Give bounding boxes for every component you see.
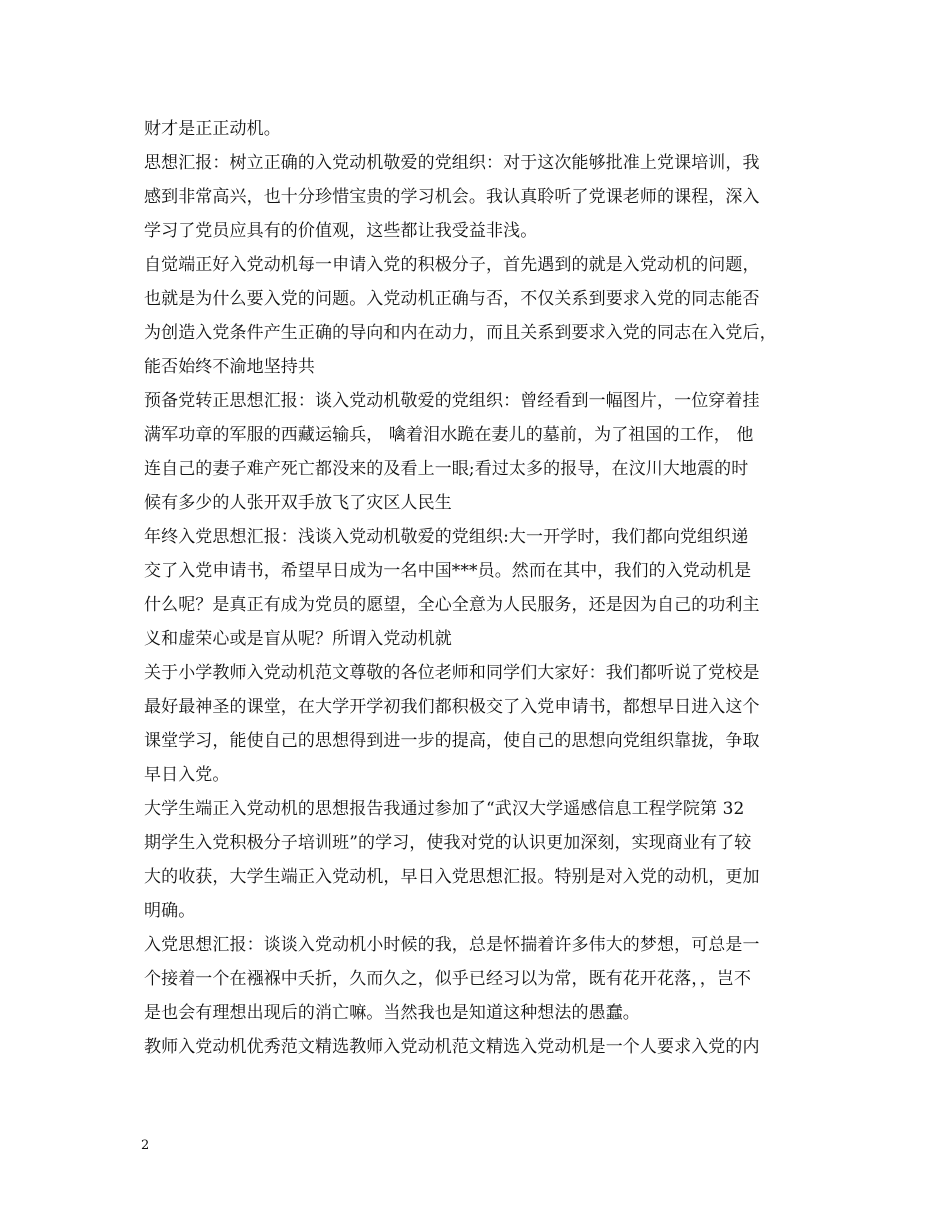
text-line: 年终入党思想汇报：浅谈入党动机敬爱的党组织:大一开学时，我们都向党组织递 — [144, 527, 749, 547]
text-line: 最好最神圣的课堂，在大学开学初我们都积极交了入党申请书，都想早日进入这个 — [144, 697, 760, 717]
text-line: 满军功章的军服的西藏运输兵， 噙着泪水跪在妻儿的墓前，为了祖国的工作， 他 — [144, 425, 754, 445]
text-line: 也就是为什么要入党的问题。入党动机正确与否，不仅关系到要求入党的同志能否 — [144, 289, 760, 309]
text-line: 大学生端正入党动机的思想报告我通过参加了“武汉大学遥感信息工程学院第 32 — [144, 799, 745, 819]
text-line: 什么呢？是真正有成为党员的愿望，全心全意为人民服务，还是因为自己的功利主 — [144, 595, 760, 615]
text-line: 能否始终不渝地坚持共 — [144, 357, 315, 377]
text-line: 明确。 — [144, 901, 196, 921]
text-line: 早日入党。 — [144, 765, 230, 785]
text-line: 连自己的妻子难产死亡都没来的及看上一眼;看过太多的报导，在汶川大地震的时 — [144, 459, 749, 479]
text-line: 个接着一个在襁褓中夭折，久而久之，似乎已经习以为常，既有花开花落，，岂不 — [144, 969, 752, 989]
page-number: 2 — [141, 1138, 150, 1153]
text-line: 感到非常高兴，也十分珍惜宝贵的学习机会。我认真聆听了党课老师的课程，深入 — [144, 187, 760, 207]
text-line: 教师入党动机优秀范文精选教师入党动机范文精选入党动机是一个人要求入党的内 — [144, 1037, 760, 1057]
text-line: 学习了党员应具有的价值观，这些都让我受益非浅。 — [144, 221, 538, 241]
text-line: 候有多少的人张开双手放飞了灾区人民生 — [144, 493, 452, 513]
text-line: 思想汇报：树立正确的入党动机敬爱的党组织：对于这次能够批准上党课培训，我 — [144, 153, 760, 173]
text-line: 自觉端正好入党动机每一申请入党的积极分子，首先遇到的就是入党动机的问题， — [144, 255, 760, 275]
text-line: 预备党转正思想汇报：谈入党动机敬爱的党组织：曾经看到一幅图片，一位穿着挂 — [144, 391, 760, 411]
text-line: 义和虚荣心或是盲从呢？所谓入党动机就 — [144, 629, 452, 649]
body-text — [144, 112, 824, 1064]
text-line: 交了入党申请书，希望早日成为一名中国***员。然而在其中，我们的入党动机是 — [144, 561, 752, 581]
text-line: 大的收获，大学生端正入党动机，早日入党思想汇报。特别是对入党的动机，更加 — [144, 867, 760, 887]
text-line: 财才是正正动机。 — [144, 119, 281, 139]
text-line: 是也会有理想出现后的消亡嘛。当然我也是知道这种想法的愚蠢。 — [144, 1003, 640, 1023]
text-line: 为创造入党条件产生正确的导向和内在动力，而且关系到要求入党的同志在入党后， — [144, 323, 777, 343]
text-line: 关于小学教师入党动机范文尊敬的各位老师和同学们大家好：我们都听说了党校是 — [144, 663, 760, 683]
text-line: 入党思想汇报：谈谈入党动机小时候的我，总是怀揣着许多伟大的梦想，可总是一 — [144, 935, 760, 955]
text-line: 期学生入党积极分子培训班”的学习，使我对党的认识更加深刻，实现商业有了较 — [144, 833, 752, 853]
text-line: 课堂学习，能使自己的思想得到进一步的提高，使自己的思想向党组织靠拢，争取 — [144, 731, 760, 751]
